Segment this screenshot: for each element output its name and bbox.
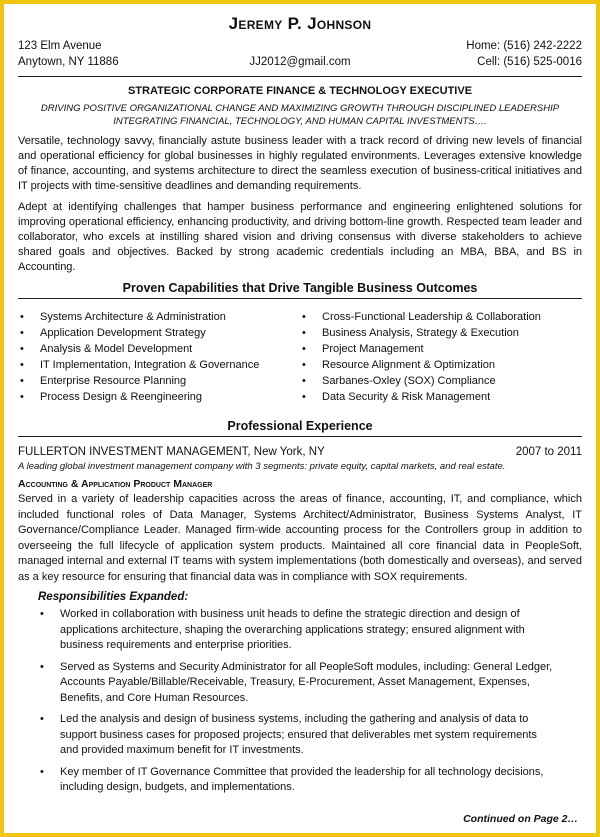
list-item: • Enterprise Resource Planning [18, 373, 300, 389]
company-description: A leading global investment management company with 3 segments: private equity, capital markets, and real estate. [18, 461, 506, 472]
list-item: • Key member of IT Governance Committee that provided the leadership for all technology decisions, including design, budgets, and implementations. [18, 765, 582, 796]
capabilities-list [18, 309, 582, 405]
list-item: • Process Design & Reengineering [18, 389, 300, 405]
list-item: • Led the analysis and design of business systems, including the gathering and analysis of data to support business cases for proposed projects; ensured that deliverables met system requirements and provided maximum benefit for IT investments. [18, 712, 582, 759]
candidate-name: Jeremy P. Johnson [228, 14, 372, 33]
continued-note: Continued on Page 2… [463, 813, 578, 825]
list-item: • Analysis & Model Development [18, 341, 300, 357]
capabilities-right-column [300, 309, 582, 405]
cell-phone: Cell: (516) 525-0016 [477, 56, 582, 68]
resume-page [4, 4, 596, 833]
summary-paragraph-2: Adept at identifying challenges that hamper business performance and engineering enlightened solutions for improving operational efficiency, enhancing productivity, and driving bottom-line growth. Respected team leader and collaborator, who excels at instilling shared vision and driving consensus with diverse stakeholders to achieve shared goals and objectives. Backed by strong academic credentials including an MBA, BBA, and BS in Accounting. [18, 201, 582, 273]
capabilities-left-column [18, 309, 300, 405]
list-item: • Project Management [300, 341, 582, 357]
list-item: • Served as Systems and Security Administrator for all PeopleSoft modules, including: General Ledger, Accounts Payable/Billable/Receivable, Treasury, E-Procurement, Asset Management, Expenses, Benefits, and Core Human Resources. [18, 660, 582, 707]
role-summary: Served in a variety of leadership capacities across the areas of finance, accounting, IT, and compliance, which included functional roles of Data Manager, Systems Architect/Administrator, Business Systems Analyst, IT Governance/Compliance Leader. Managed firm-wide accounting process for the Controllers group in addition to overseeing the full lifecycle of application system products. Maintained all core financial data in PeopleSoft, managed internal and external IT teams with system implementations (both domestically and overseas), and served as a key resource for ensuring that financial data was in compliance with SOX requirements. [18, 493, 582, 583]
contact-block [18, 38, 582, 70]
tagline-1: DRIVING POSITIVE ORGANIZATIONAL CHANGE AND MAXIMIZING GROWTH THROUGH DISCIPLINED LEADERSHIP [40, 103, 560, 114]
responsibilities-title: Responsibilities Expanded: [38, 591, 189, 603]
job-header [18, 445, 582, 460]
tagline-2: INTEGRATING FINANCIAL, TECHNOLOGY, AND HUMAN CAPITAL INVESTMENTS…. [113, 116, 487, 127]
home-phone: Home: (516) 242-2222 [466, 40, 582, 52]
responsibilities-list [18, 607, 582, 796]
list-item: • Cross-Functional Leadership & Collaboration [300, 309, 582, 325]
list-item: • Business Analysis, Strategy & Execution [300, 325, 582, 341]
address [18, 38, 218, 70]
list-item: • Worked in collaboration with business unit heads to define the strategic direction and design of applications architecture, shaping the overarching applications strategy; ensured alignment with business requirements and enterprise priorities. [18, 607, 582, 654]
summary-paragraph-1: Versatile, technology savvy, financially astute business leader with a track record of driving new levels of financial and operational efficiency for global businesses in highly regulated environments. Leverages extensive knowledge of finance, accounting, and systems architecture to direct the seamless execution of business-critical initiatives and IT projects with time-sensitive deadlines and demanding requirements. [18, 135, 582, 192]
company-name: FULLERTON INVESTMENT MANAGEMENT, New York, NY [18, 446, 325, 458]
address-line1: 123 Elm Avenue [18, 40, 102, 52]
address-line2: Anytown, NY 11886 [18, 56, 119, 68]
list-item: • Application Development Strategy [18, 325, 300, 341]
email: JJ2012@gmail.com [249, 56, 351, 68]
list-item: • Systems Architecture & Administration [18, 309, 300, 325]
header-divider [18, 76, 582, 77]
list-item: • IT Implementation, Integration & Governance [18, 357, 300, 373]
phones [382, 38, 582, 70]
job-title: Accounting & Application Product Manager [18, 478, 213, 490]
list-item: • Sarbanes-Oxley (SOX) Compliance [300, 373, 582, 389]
capabilities-title: Proven Capabilities that Drive Tangible Business Outcomes [18, 281, 582, 299]
experience-title: Professional Experience [18, 419, 582, 437]
job-dates: 2007 to 2011 [515, 446, 582, 458]
headline: STRATEGIC CORPORATE FINANCE & TECHNOLOGY EXECUTIVE [127, 85, 473, 97]
list-item: • Data Security & Risk Management [300, 389, 582, 405]
list-item: • Resource Alignment & Optimization [300, 357, 582, 373]
